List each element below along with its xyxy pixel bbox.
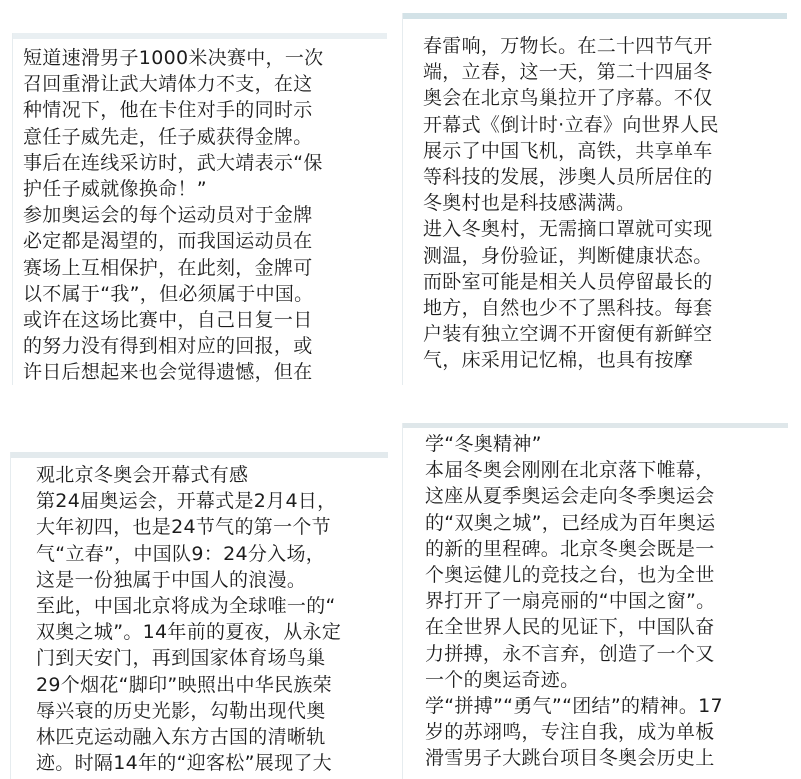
text-line: 冬奥村也是科技感满满。 xyxy=(423,192,636,215)
text-line: 而卧室可能是相关人员停留最长的 xyxy=(423,270,713,293)
text-line: 第24届奥运会，开幕式是2月4日， xyxy=(36,490,337,513)
text-line: 在全世界人民的见证下，中国队奋 xyxy=(425,616,715,639)
text-line: 测温，身份验证，判断健康状态。 xyxy=(423,244,713,267)
text-line: 29个烟花“脚印”映照出中华民族荣 xyxy=(36,673,332,696)
text-line: 召回重滑让武大靖体力不支，在这 xyxy=(23,73,313,96)
text-line: 力拼搏，永不言弃，创造了一个又 xyxy=(425,642,715,665)
text-line: 赛场上互相保护，在此刻，金牌可 xyxy=(23,256,313,279)
text-line: 林匹克运动融入东方古国的清晰轨 xyxy=(36,726,326,749)
text-line: 气，床采用记忆棉，也具有按摩 xyxy=(423,349,694,372)
note-panel-opening-tech xyxy=(402,13,787,385)
text-line: 岁的苏翊鸣，专注自我，成为单板 xyxy=(425,721,715,744)
text-line: 春雷响，万物长。在二十四节气开 xyxy=(423,35,713,57)
text-line: 本届冬奥会刚刚在北京落下帷幕， xyxy=(425,459,715,482)
panel-top-bar xyxy=(11,452,388,458)
text-line: 地方，自然也少不了黑科技。每套 xyxy=(423,297,713,320)
text-line: 迹。时隔14年的“迎客松”展现了大 xyxy=(36,752,332,775)
panel-top-bar xyxy=(403,423,788,428)
text-line: 门到天安门，再到国家体育场鸟巢 xyxy=(36,647,326,670)
text-line: 的新的里程碑。北京冬奥会既是一 xyxy=(425,537,715,560)
panel-text xyxy=(13,45,387,385)
panel-text xyxy=(403,431,788,772)
text-line: 大年初四，也是24节气的第一个节 xyxy=(36,516,331,539)
note-panel-opening-ceremony xyxy=(10,452,388,779)
text-line: 这是一份独属于中国人的浪漫。 xyxy=(36,568,307,591)
panel-title: 观北京冬奥会开幕式有感 xyxy=(36,464,249,486)
text-line: 气“立春”，中国队9：24分入场， xyxy=(36,542,326,565)
text-line: 展示了中国飞机，高铁，共享单车 xyxy=(423,139,713,162)
text-line: 户装有独立空调不开窗便有新鲜空 xyxy=(423,323,713,346)
text-line: 必定都是渴望的，而我国运动员在 xyxy=(23,230,313,253)
text-line: 意任子威先走，任子威获得金牌。 xyxy=(23,125,313,148)
text-line: 等科技的发展，涉奥人员所居住的 xyxy=(423,166,713,189)
text-line: 滑雪男子大跳台项目冬奥会历史上 xyxy=(425,747,715,770)
text-line: 短道速滑男子1000米决赛中，一次 xyxy=(23,47,324,69)
text-line: 个奥运健儿的竞技之台，也为全世 xyxy=(425,564,715,587)
text-line: 种情况下，他在卡住对手的同时示 xyxy=(23,99,313,122)
text-line: 开幕式《倒计时·立春》向世界人民 xyxy=(423,113,719,136)
text-line: 辱兴衰的历史光影，勾勒出现代奥 xyxy=(36,699,326,722)
text-line: 至此，中国北京将成为全球唯一的“ xyxy=(36,595,336,618)
text-line: 事后在连线采访时，武大靖表示“保 xyxy=(23,151,323,174)
text-line: 或许在这场比赛中，自己日复一日 xyxy=(23,309,313,332)
text-line: 端，立春，这一天，第二十四届冬 xyxy=(423,61,713,84)
note-panel-winter-olympic-spirit xyxy=(402,423,788,779)
panel-text xyxy=(403,33,787,374)
text-line: 护任子威就像换命！” xyxy=(23,178,207,201)
panel-title: 学“冬奥精神” xyxy=(425,433,542,455)
text-line: 界打开了一扇亮丽的“中国之窗”。 xyxy=(425,590,716,613)
note-panel-short-track xyxy=(12,33,387,385)
text-line: 许日后想起来也会觉得遗憾，但在 xyxy=(23,361,313,384)
text-line: 的“双奥之城”，已经成为百年奥运 xyxy=(425,511,716,534)
panel-text xyxy=(11,462,388,776)
text-line: 的努力没有得到相对应的回报，或 xyxy=(23,335,313,358)
text-line: 一个的奥运奇迹。 xyxy=(425,668,580,691)
panel-top-bar xyxy=(403,13,787,19)
text-line: 学“拼搏”“勇气”“团结”的精神。17 xyxy=(425,695,723,718)
text-line: 参加奥运会的每个运动员对于金牌 xyxy=(23,204,313,227)
text-line: 这座从夏季奥运会走向冬季奥运会 xyxy=(425,485,715,508)
text-line: 双奥之城”。14年前的夏夜，从永定 xyxy=(36,621,342,644)
text-line: 奥会在北京鸟巢拉开了序幕。不仅 xyxy=(423,87,713,110)
text-line: 以不属于“我”，但必须属于中国。 xyxy=(23,282,314,305)
text-line: 进入冬奥村，无需摘口罩就可实现 xyxy=(423,218,713,241)
panel-top-bar xyxy=(13,33,387,39)
